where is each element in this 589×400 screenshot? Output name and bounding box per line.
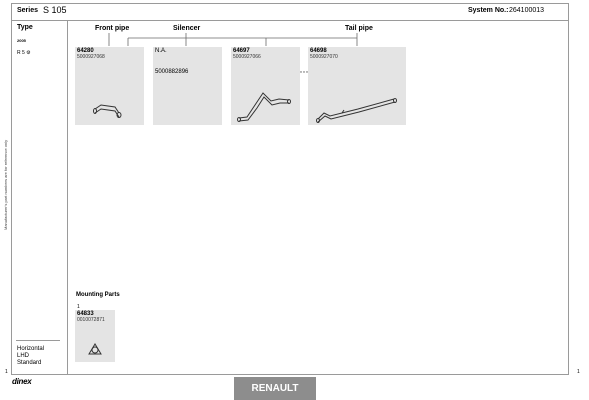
part-oe-code: 5000882896 [155,69,189,75]
part-number: N.A. [155,48,167,54]
part-number: 64280 [77,48,94,54]
type-model: R 5 ⚙ [17,50,31,56]
brand-tab [234,377,316,400]
left-panel-divider [67,20,68,375]
section-tail-pipe: Tail pipe [345,25,373,32]
part-oe-code: 0010072871 [77,317,105,323]
attribute-drive: LHD [17,353,30,359]
system-value: 264100013 [509,7,545,14]
part-card-gasket[interactable] [75,310,115,362]
type-year: 2005 [17,38,26,43]
section-front-pipe: Front pipe [95,25,130,32]
page-number-left: 1 [5,369,8,375]
tail-pipe-2-drawing [308,47,406,125]
part-oe-code: 5000927066 [233,54,261,60]
series-value: S 105 [43,5,67,15]
tail-pipe-1-drawing [231,47,300,125]
part-card-tail-pipe-1[interactable] [231,47,300,125]
series-label: Series [17,7,39,14]
attribute-version: Standard [17,360,42,366]
gasket-drawing [75,310,115,362]
front-pipe-drawing [75,47,144,125]
attribute-orientation: Horizontal [17,346,45,352]
system-label: System No.: [468,7,509,14]
brand-name: RENAULT [251,383,299,394]
part-number: 64698 [310,48,327,54]
type-label: Type [17,24,33,31]
part-card-tail-pipe-2[interactable] [308,47,406,125]
logo-text: dinex [12,377,32,386]
part-number: 64833 [77,311,94,317]
part-card-silencer[interactable] [153,47,222,125]
side-note: Manufacturer's part numbers are for reference only [3,139,8,230]
attributes-divider [16,340,60,341]
page-number-right: 1 [577,369,580,375]
mounting-qty: 1 [77,304,80,310]
mounting-title: Mounting Parts [76,292,120,298]
part-card-front-pipe[interactable] [75,47,144,125]
part-oe-code: 5000927070 [310,54,338,60]
part-oe-code: 5000927068 [77,54,105,60]
section-silencer: Silencer [173,25,201,32]
part-number: 64697 [233,48,250,54]
